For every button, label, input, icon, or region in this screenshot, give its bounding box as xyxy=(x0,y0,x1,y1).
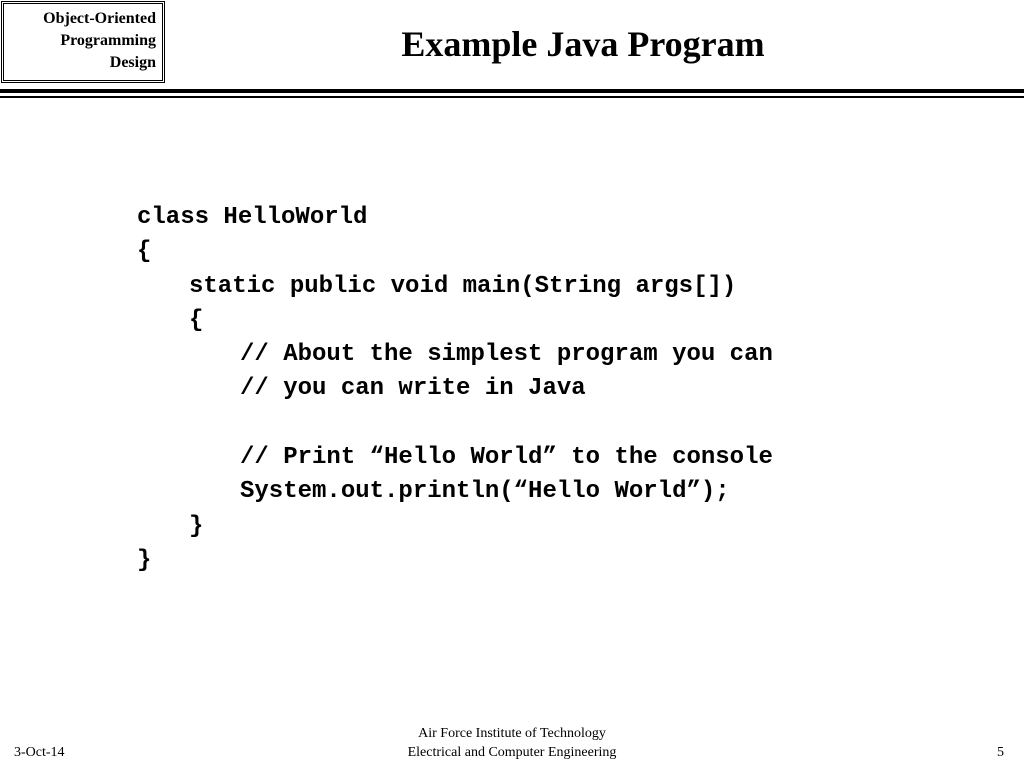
footer-date: 3-Oct-14 xyxy=(14,745,65,760)
footer-institution xyxy=(312,724,712,762)
code-line: System.out.println(“Hello World”); xyxy=(240,478,730,506)
code-line-blank xyxy=(137,407,773,441)
code-line: // About the simplest program you can xyxy=(240,341,773,369)
code-listing xyxy=(137,201,773,578)
code-line: { xyxy=(189,306,204,334)
header-divider-thick xyxy=(0,89,1024,93)
code-line: } xyxy=(189,512,204,540)
course-name-line: Design xyxy=(109,54,156,71)
code-line: // you can write in Java xyxy=(240,375,586,403)
header-divider-thin xyxy=(0,96,1024,98)
footer-department-name: Electrical and Computer Engineering xyxy=(407,745,617,760)
code-line: static public void main(String args[]) xyxy=(189,272,737,300)
course-name-line: Object-Oriented xyxy=(43,10,156,27)
slide-title: Example Java Program xyxy=(401,24,765,64)
footer-institution-name: Air Force Institute of Technology xyxy=(418,726,606,741)
code-line: class HelloWorld xyxy=(137,204,368,231)
course-name-box xyxy=(1,1,165,83)
code-line: // Print “Hello World” to the console xyxy=(240,444,773,472)
course-name-line: Programming xyxy=(60,32,156,49)
code-line: { xyxy=(137,238,152,266)
page-number: 5 xyxy=(997,745,1004,760)
code-line: } xyxy=(137,546,152,574)
